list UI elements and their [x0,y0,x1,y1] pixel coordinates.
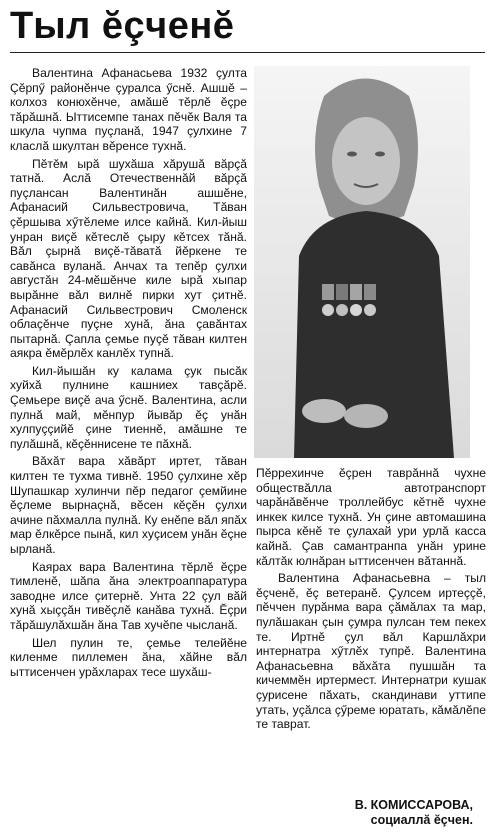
article-left-column [10,66,247,682]
paragraph: Каярах вара Валентина тĕрлĕ ĕçре тимленĕ, шăпа ăна электроаппаратура заводне илсе çитернĕ. Унта 22 çул вăй хунă хыççăн тивĕçлĕ канăва тухнă. Ĕçри тăрăшулăхшăн ăна Тав хучĕпе чысланă. [10,559,247,632]
portrait-photo [254,66,470,458]
paragraph: Валентина Афанасьевна – тыл ĕçченĕ, ĕç ветеранĕ. Çулсем иртеççĕ, пĕччен пурăнма вара çăмăлах та мар, пулăшакан çын çумра пулсан тем пекех те. Иртнĕ çул вăл Каршлăхри интернатра хӳтлĕх тупрĕ. Валентина Афанасьевна вăхăта пушшăн та кичеммĕн иртермест. Интернатри кушак çурисене пăхать, скандинави уттипе утать, уçăлса çӳреме юратать, кăмăлĕпе те таврат. [256,571,486,732]
author-signature [355,798,473,828]
paragraph: Валентина Афанасьева 1932 çулта Çĕрпӳ районĕнче çуралса ӳснĕ. Ашшĕ – колхоз конюхĕнче, амăшĕ тĕрлĕ ĕçре тăрăшнă. Ыттисемпе танах пĕчĕк Валя та шкула чупма пуçланă, 1947 çулхине 7 класлă шкултан вĕренсе тухнă. [10,66,247,153]
headline: Тыл ĕçченĕ [10,5,235,47]
paragraph: Шел пулин те, çемье телейĕне киленме пиллемен ăна, хăйне вăл ыттисенчен урăхларах тесе шухăш- [10,635,247,679]
portrait-photo-icon [254,66,470,458]
author-role: социаллă ĕçчен. [370,813,473,827]
headline-rule [10,52,485,53]
author-name: В. КОМИССАРОВА, [354,798,473,812]
paragraph: Кил-йышăн ку калама çук пысăк хуйхă пулнине кашниех тавçăрĕ. Çемьере виçĕ ача ӳснĕ. Валентина, асли пулнă май, мĕнпур йывăр ĕç унăн хулпуççийĕ çине тиеннĕ, амăшне те пулăшнă, кĕçĕннисене те пăхнă. [10,363,247,451]
paragraph: Пĕтĕм ырă шухăша хăрушă вăрçă татнă. Аслă Отечественнăй вăрçă пуçлансан Валентинăн ашшĕне, Афанасий Сильвестровича, Тăван çĕршыва хӳтĕлеме илсе кайнă. Кил-йыш унран виçĕ кĕтеслĕ çыру кĕтсех тăнă. Вăл çырнă виçĕ-тăватă йĕркене те савăнса вуланă. Анчах та тепĕр çулхи августăн 24-мĕшĕнче киле ырă хыпар вырăнне вăл вилнĕ пирки хут çитнĕ. Афанасий Сильвестрович Смоленск облаçĕнче пуçне хунă, ăна çавăнтах пытарнă. Çапла çемье пуçĕ тăван килтен аякра ĕмĕрлĕх канлĕх тупнă. [10,156,247,361]
paragraph: Вăхăт вара хăвăрт иртет, тăван килтен те тухма тивнĕ. 1950 çулхине хĕр Шупашкар хулинчи пĕр педагог çемйине ĕçлеме вырнаçнă, вĕсен кĕçĕн çулхи ачине пăхмалла пулнă. Ку енĕпе вăл япăх мар ĕлкĕрсе пынă, кил хуçисем унăн ĕçне ырланă. [10,454,248,556]
article-right-column [256,466,486,735]
paragraph: Пĕррехинче ĕçрен таврăннă чухне обществăлла автотранспорт чарăнăвĕнче троллейбус кĕтнĕ чухне инкек килсе тухнă. Ун çине автомашина пырса кĕнĕ те çулахай ури урлă касса кайнă. Çав самантранпа унăн урине кăлтăк юлнăран ыттисенчен вăтаннă. [256,466,486,568]
